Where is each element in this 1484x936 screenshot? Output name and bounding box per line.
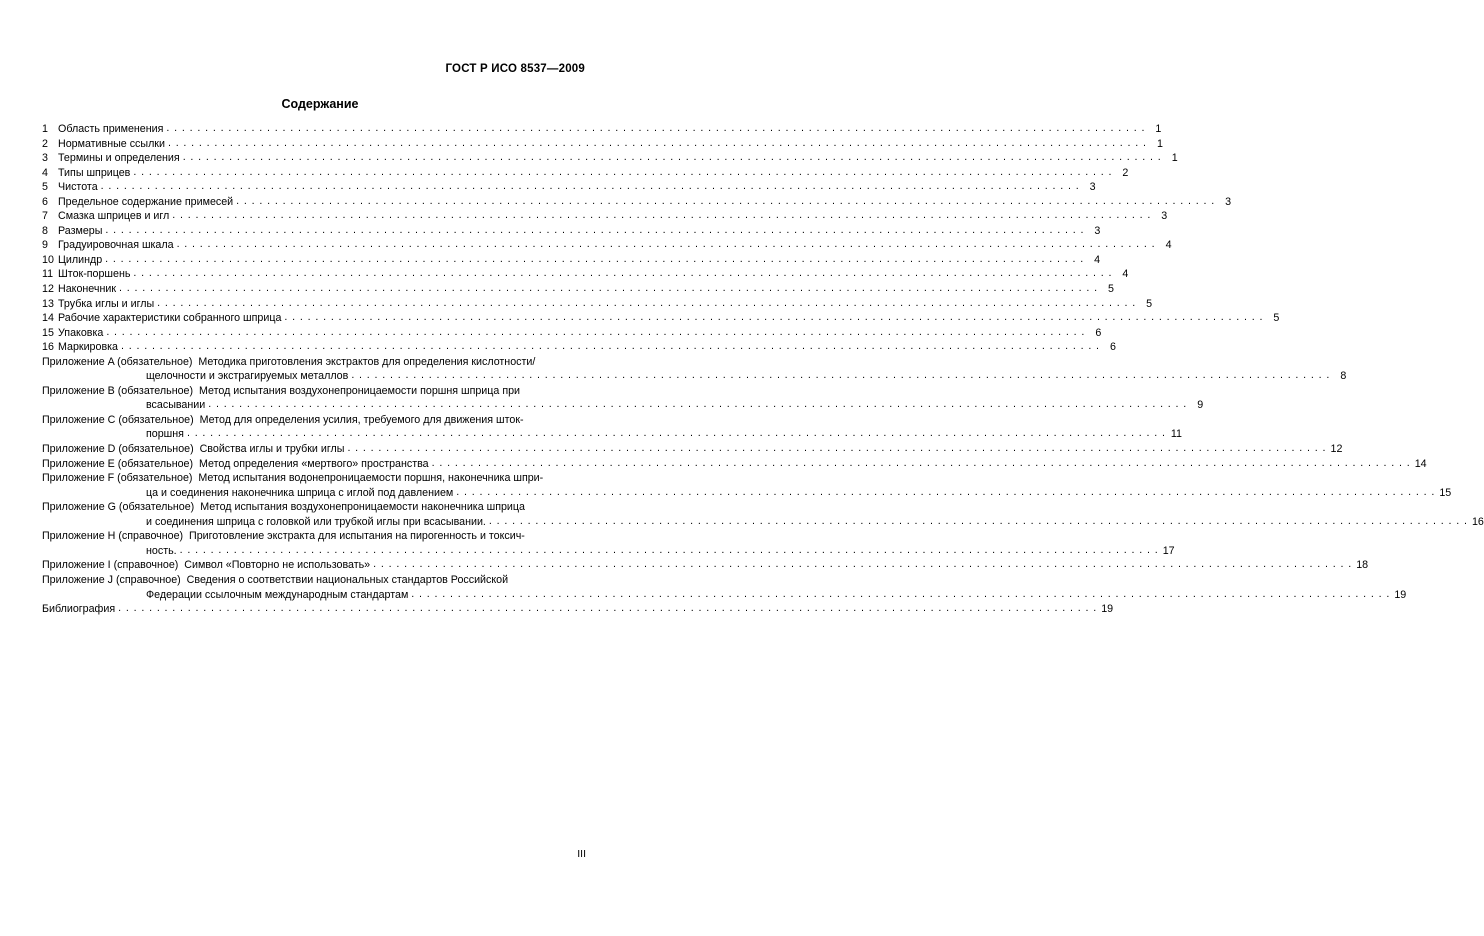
toc-entry-page-number: 3 (1094, 224, 1101, 237)
toc-entry-page-number: 4 (1094, 253, 1101, 266)
toc-annex-title: Приложение E (обязательное) (42, 457, 199, 470)
toc-annex-description: Приготовление экстракта для испытания на пирогенность и токсич- (189, 530, 525, 543)
toc-annex-entry[interactable] (42, 457, 1427, 472)
dot-leader (133, 165, 1112, 180)
dot-leader (101, 179, 1080, 194)
toc-entry-number: 7 (42, 210, 48, 223)
toc-annex-title: Приложение I (справочное) (42, 559, 185, 572)
dot-leader (187, 426, 1166, 441)
toc-annex-description: и соединения шприца с головкой или трубкой иглы при всасывании. (146, 515, 486, 528)
toc-entry-number: 3 (42, 152, 48, 165)
toc-annex-entry[interactable] (42, 384, 1204, 413)
toc-entry-label: Область применения (58, 123, 164, 135)
table-of-contents (42, 122, 1484, 617)
toc-entry-label: Типы шприцев (58, 166, 131, 179)
toc-entry-number: 5 (42, 181, 48, 194)
toc-annex-entry[interactable] (42, 573, 1407, 602)
toc-annex-page-number: 8 (1340, 370, 1347, 383)
dot-leader (172, 208, 1151, 223)
toc-annex-title: Приложение G (обязательное) (42, 501, 201, 514)
toc-entry[interactable] (42, 238, 1172, 253)
toc-annex-page-number: 9 (1197, 399, 1204, 412)
toc-annex-description: Сведения о соответствии национальных стандартов Российской (186, 573, 509, 586)
toc-entry-page-number: 5 (1108, 283, 1114, 296)
toc-annex-title: Приложение C (обязательное) (42, 413, 200, 426)
dot-leader (118, 601, 1097, 616)
toc-entry-page-number: 5 (1146, 297, 1153, 310)
dot-leader (105, 252, 1084, 267)
toc-bibliography-page-number: 19 (1101, 603, 1114, 616)
toc-entry[interactable] (42, 137, 1163, 152)
toc-annex-title: Приложение J (справочное) (42, 573, 187, 586)
toc-annex-entry[interactable] (42, 442, 1343, 457)
dot-leader (489, 514, 1468, 529)
dot-leader (180, 543, 1159, 558)
dot-leader (208, 397, 1187, 412)
toc-entry-label: Размеры (58, 224, 103, 237)
toc-entry-number: 2 (42, 137, 48, 150)
toc-entry-number: 8 (42, 224, 48, 237)
toc-annex-title: Приложение D (обязательное) (42, 443, 200, 456)
dot-leader (121, 339, 1100, 354)
dot-leader (373, 557, 1352, 572)
dot-leader (105, 223, 1084, 238)
dot-leader (119, 281, 1098, 296)
toc-entry-number: 15 (42, 326, 54, 339)
toc-entry-label: Смазка шприцев и игл (58, 210, 170, 223)
toc-entry-page-number: 4 (1122, 268, 1129, 281)
toc-entry-number: 9 (42, 239, 48, 252)
toc-entry[interactable] (42, 180, 1096, 195)
toc-annex-entry[interactable] (42, 529, 1175, 558)
toc-entry-page-number: 1 (1156, 137, 1163, 150)
toc-entry-page-number: 6 (1109, 341, 1116, 354)
toc-annex-title: Приложение A (обязательное) (42, 355, 199, 368)
dot-leader (177, 237, 1156, 252)
toc-annex-entry[interactable] (42, 500, 1484, 529)
toc-annex-description: Метод для определения усилия, требуемого для движения шток- (199, 413, 524, 426)
toc-annex-description: Свойства иглы и трубки иглы (199, 443, 345, 456)
dot-leader (456, 485, 1435, 500)
toc-annex-title: Приложение B (обязательное) (42, 384, 199, 397)
toc-entry-page-number: 3 (1161, 210, 1168, 223)
toc-annex-page-number: 12 (1330, 443, 1343, 456)
toc-clause-list (42, 122, 1280, 355)
toc-bibliography-label: Библиография (42, 603, 116, 616)
dot-leader (236, 194, 1215, 209)
dot-leader (432, 456, 1411, 471)
toc-entry-number: 4 (42, 166, 48, 179)
dot-leader (284, 310, 1263, 325)
toc-entry-label: Трубка иглы и иглы (58, 297, 155, 310)
toc-entry-number: 14 (42, 312, 54, 325)
toc-entry-label: Наконечник (58, 283, 117, 296)
toc-annex-entry[interactable] (42, 355, 1347, 384)
toc-entry-label: Цилиндр (58, 253, 103, 266)
toc-entry[interactable] (42, 267, 1129, 282)
dot-leader (411, 587, 1390, 602)
page-folio: III (577, 848, 586, 860)
toc-entry-label: Упаковка (58, 326, 104, 339)
toc-entry-page-number: 4 (1165, 239, 1172, 252)
toc-entry-label: Нормативные ссылки (58, 137, 165, 150)
page-title: Содержание (281, 97, 359, 111)
toc-annex-page-number: 15 (1439, 486, 1452, 499)
toc-bibliography-entry[interactable] (42, 602, 1114, 617)
toc-annex-description: поршня (146, 428, 184, 441)
toc-entry-page-number: 3 (1089, 181, 1096, 194)
toc-annex-title: Приложение F (обязательное) (42, 472, 199, 485)
dot-leader (168, 136, 1147, 151)
toc-entry-label: Шток-поршень (58, 268, 131, 281)
dot-leader (133, 266, 1112, 281)
toc-entry-label: Градуировочная шкала (58, 239, 174, 252)
toc-entry-number: 10 (42, 253, 54, 266)
toc-entry[interactable] (42, 195, 1232, 210)
toc-entry-label: Предельное содержание примесей (58, 195, 234, 208)
toc-entry-number: 12 (42, 283, 54, 296)
toc-entry[interactable] (42, 311, 1280, 326)
toc-entry[interactable] (42, 122, 1162, 137)
toc-annex-page-number: 16 (1471, 515, 1484, 528)
toc-entry-label: Рабочие характеристики собранного шприца (58, 312, 282, 325)
toc-annex-entry[interactable] (42, 558, 1369, 573)
toc-annex-entry[interactable] (42, 413, 1182, 442)
toc-annex-description: ца и соединения наконечника шприца с иглой под давлением (146, 486, 454, 499)
toc-annex-page-number: 17 (1162, 544, 1175, 557)
toc-bibliography (42, 602, 1114, 617)
toc-entry-label: Термины и определения (58, 152, 180, 165)
toc-entry-number: 11 (42, 268, 54, 281)
toc-annex-description: Символ «Повторно не использовать» (184, 559, 371, 572)
toc-entry-page-number: 1 (1171, 152, 1178, 165)
toc-entry[interactable] (42, 340, 1116, 355)
toc-annex-page-number: 18 (1356, 559, 1369, 572)
toc-entry[interactable] (42, 151, 1178, 166)
dot-leader (351, 368, 1330, 383)
toc-annex-list (42, 355, 1484, 602)
toc-entry-page-number: 1 (1155, 123, 1162, 135)
document-header-standard-id: ГОСТ Р ИСО 8537—2009 (445, 63, 585, 75)
dot-leader (347, 441, 1326, 456)
dot-leader (157, 296, 1136, 311)
dot-leader (106, 325, 1085, 340)
toc-entry[interactable] (42, 326, 1102, 341)
toc-entry-page-number: 6 (1095, 326, 1102, 339)
toc-entry-page-number: 5 (1273, 312, 1280, 325)
toc-entry-label: Чистота (58, 181, 98, 194)
toc-entry-number: 1 (42, 123, 48, 135)
dot-leader (183, 150, 1162, 165)
toc-entry[interactable] (42, 253, 1101, 268)
toc-entry-page-number: 2 (1122, 166, 1129, 179)
toc-annex-description: всасывании (146, 399, 206, 412)
toc-annex-description: Метод определения «мертвого» пространства (199, 457, 429, 470)
toc-annex-description: ность. (146, 544, 177, 557)
toc-entry[interactable] (42, 224, 1101, 239)
toc-annex-page-number: 19 (1394, 588, 1407, 601)
toc-annex-description: Федерации ссылочным международным стандартам (146, 588, 409, 601)
toc-entry-number: 6 (42, 195, 48, 208)
toc-entry-number: 16 (42, 341, 54, 354)
toc-entry[interactable] (42, 166, 1129, 181)
toc-annex-description: Методика приготовления экстрактов для определения кислотности/ (198, 355, 536, 368)
toc-annex-title: Приложение H (справочное) (42, 530, 190, 543)
dot-leader (166, 121, 1145, 136)
toc-entry-page-number: 3 (1225, 195, 1232, 208)
toc-annex-description: Метод испытания воздухонепроницаемости наконечника шприца (200, 501, 525, 514)
toc-annex-entry[interactable] (42, 471, 1452, 500)
toc-entry-number: 13 (42, 297, 54, 310)
toc-entry[interactable] (42, 282, 1114, 297)
toc-annex-description: щелочности и экстрагируемых металлов (146, 370, 349, 383)
toc-annex-description: Метод испытания воздухонепроницаемости поршня шприца при (199, 384, 521, 397)
toc-annex-page-number: 11 (1170, 428, 1182, 441)
toc-annex-page-number: 14 (1414, 457, 1427, 470)
toc-entry[interactable] (42, 297, 1153, 312)
toc-entry-label: Маркировка (58, 341, 118, 354)
toc-entry[interactable] (42, 209, 1168, 224)
toc-annex-description: Метод испытания водонепроницаемости поршня, наконечника шпри- (198, 472, 544, 485)
